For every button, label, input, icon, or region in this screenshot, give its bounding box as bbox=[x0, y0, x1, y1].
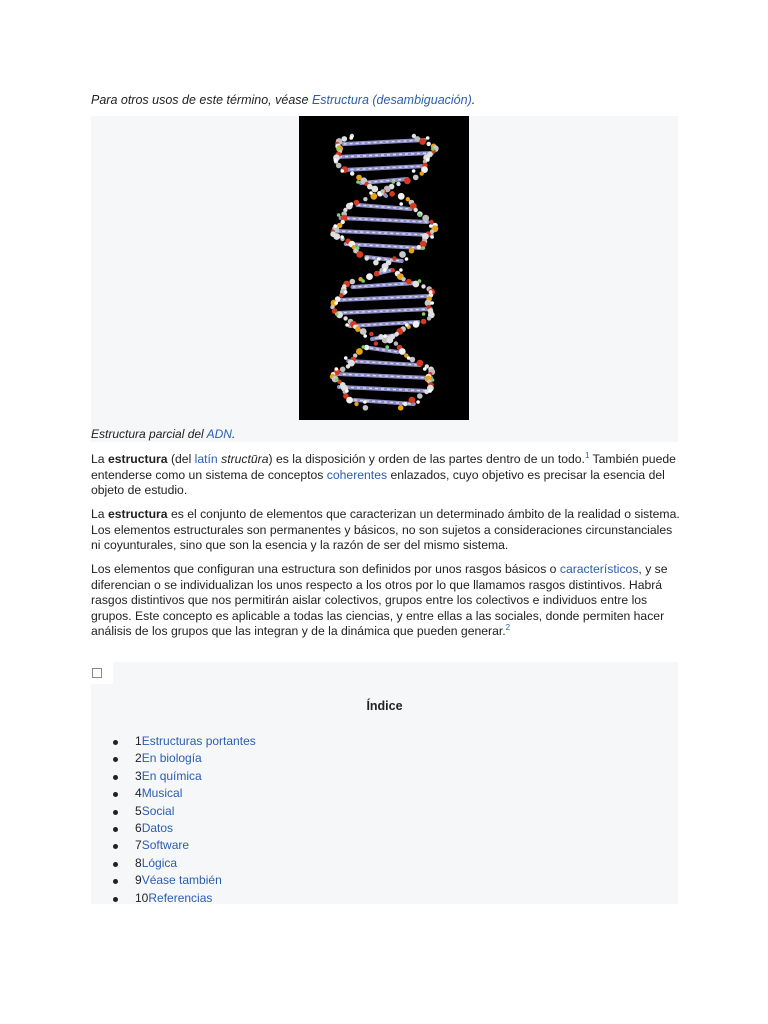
side-atom bbox=[405, 257, 409, 261]
atom bbox=[386, 337, 393, 344]
latin-link[interactable]: latín bbox=[194, 452, 218, 466]
paragraph-intro bbox=[91, 452, 681, 499]
side-atom bbox=[335, 367, 339, 371]
atom bbox=[424, 390, 428, 394]
toc-item-number: 9 bbox=[135, 873, 142, 888]
atom bbox=[354, 200, 360, 206]
text: También puede entenderse como un sistema de conceptos bbox=[91, 452, 676, 482]
atom bbox=[413, 175, 419, 181]
atom bbox=[333, 233, 340, 240]
side-atom bbox=[422, 246, 426, 250]
paragraph-definition bbox=[91, 507, 681, 554]
toc-item-number: 10 bbox=[135, 890, 149, 905]
atom bbox=[346, 364, 350, 368]
side-atom bbox=[429, 290, 433, 294]
coherentes-link[interactable]: coherentes bbox=[326, 467, 388, 482]
toc-toggle-area bbox=[91, 662, 113, 684]
atom bbox=[421, 284, 425, 288]
side-atom bbox=[423, 367, 427, 371]
atom bbox=[336, 163, 342, 169]
side-atom bbox=[431, 147, 435, 151]
table-of-contents bbox=[91, 662, 678, 904]
side-atom bbox=[418, 213, 422, 217]
reference-2[interactable]: 2 bbox=[505, 623, 511, 633]
toc-item-number: 4 bbox=[135, 786, 142, 801]
side-atom bbox=[341, 169, 345, 173]
hatnote-prefix: Para otros usos de este término, véase bbox=[91, 93, 312, 107]
toc-item bbox=[135, 837, 256, 854]
atom bbox=[401, 277, 405, 281]
side-atom bbox=[335, 312, 339, 316]
toc-item-number: 5 bbox=[135, 803, 142, 818]
toc-item bbox=[135, 890, 256, 907]
side-atom bbox=[383, 268, 387, 272]
atom bbox=[417, 393, 423, 399]
hatnote bbox=[91, 93, 475, 107]
atom bbox=[403, 402, 407, 406]
side-atom bbox=[337, 147, 341, 151]
side-atom bbox=[428, 389, 432, 393]
atom bbox=[410, 357, 416, 363]
side-atom bbox=[422, 312, 426, 316]
atom bbox=[415, 136, 421, 142]
caption-prefix: Estructura parcial del bbox=[91, 427, 207, 441]
atom bbox=[396, 182, 400, 186]
caption-suffix: . bbox=[231, 427, 236, 441]
toc-item-link[interactable]: Software bbox=[141, 838, 190, 853]
side-atom bbox=[431, 378, 435, 382]
reference-1[interactable]: 1 bbox=[584, 450, 590, 460]
side-atom bbox=[337, 213, 341, 217]
text: enlazados, cuyo objetivo es precisar la esencia del objeto de estudio. bbox=[91, 467, 665, 498]
atom bbox=[413, 321, 420, 328]
side-atom bbox=[340, 235, 344, 239]
toc-list bbox=[135, 733, 256, 907]
side-atom bbox=[334, 224, 338, 228]
latin-term: structūra bbox=[221, 452, 269, 466]
side-atom bbox=[426, 136, 430, 140]
atom bbox=[391, 268, 395, 272]
disambiguation-link[interactable]: Estructura (desambiguación) bbox=[311, 93, 472, 107]
dna-image[interactable] bbox=[299, 116, 469, 420]
atom bbox=[350, 279, 356, 285]
side-atom bbox=[334, 301, 338, 305]
atom bbox=[389, 191, 395, 197]
atom bbox=[380, 189, 384, 193]
text: , y se diferencian o se individualizan los unos respecto a los otros por lo que llamamos rasgos distintivos. Habrá rasgos distintivos que nos permitirán aislar colectivos, grupos entre los colectivos e individuos entre los grupos. Este concepto es aplicable a todas las ciencias, y entre ellas a las sociales, donde permiten hacer análisis de los grupos que las integran y de la dinámica que pueden generar. bbox=[91, 562, 668, 639]
toc-item bbox=[135, 733, 256, 750]
atom bbox=[427, 316, 431, 320]
toc-item-link[interactable]: En biología bbox=[141, 751, 202, 766]
toc-title: Índice bbox=[366, 699, 403, 713]
side-atom bbox=[416, 400, 420, 404]
atom bbox=[404, 177, 411, 184]
side-atom bbox=[361, 279, 365, 283]
side-atom bbox=[335, 378, 339, 382]
atom bbox=[346, 397, 353, 404]
toc-item-link[interactable]: Referencias bbox=[148, 890, 213, 905]
atom bbox=[409, 397, 416, 404]
side-atom bbox=[430, 301, 434, 305]
side-atom bbox=[345, 389, 349, 393]
side-atom bbox=[412, 169, 416, 173]
side-atom bbox=[334, 158, 338, 162]
atom bbox=[374, 271, 380, 277]
side-atom bbox=[383, 334, 387, 338]
side-atom bbox=[392, 180, 396, 184]
toc-item bbox=[135, 820, 256, 837]
side-atom bbox=[369, 191, 373, 195]
hatnote-suffix: . bbox=[471, 93, 476, 107]
text: ) es la disposición y orden de las partes dentro de un todo. bbox=[268, 452, 585, 466]
side-atom bbox=[385, 345, 389, 349]
atom bbox=[422, 215, 429, 222]
atom bbox=[350, 171, 354, 175]
atom bbox=[409, 248, 415, 254]
atom bbox=[360, 328, 367, 335]
atom bbox=[366, 273, 373, 280]
side-atom bbox=[405, 323, 409, 327]
toc-item bbox=[135, 872, 256, 889]
atom bbox=[340, 367, 346, 373]
side-atom bbox=[430, 235, 434, 239]
side-atom bbox=[350, 202, 354, 206]
text: es el conjunto de elementos que caracterizan un determinado ámbito de la realidad o sistema. Los elementos estructurales son permanentes y básicos, no son sujetos a consideraciones circunstanciales ni coyunturales, sino que son la esencia y la razón de ser del mismo sistema. bbox=[91, 507, 680, 553]
atom bbox=[371, 186, 378, 193]
toc-item-number: 2 bbox=[135, 751, 142, 766]
side-atom bbox=[345, 323, 349, 327]
atom bbox=[417, 245, 421, 249]
atom bbox=[420, 171, 424, 175]
toc-item-number: 7 bbox=[135, 838, 142, 853]
atom bbox=[369, 332, 373, 336]
side-atom bbox=[363, 400, 367, 404]
side-atom bbox=[407, 356, 411, 360]
toc-item bbox=[135, 768, 256, 785]
atom bbox=[394, 341, 398, 345]
toc-toggle-checkbox[interactable] bbox=[92, 668, 102, 678]
caracteristicos-link[interactable]: característicos bbox=[559, 562, 639, 576]
atom bbox=[378, 334, 384, 340]
toc-item-number: 6 bbox=[135, 820, 142, 835]
side-atom bbox=[399, 268, 403, 272]
toc-item-number: 3 bbox=[135, 768, 142, 783]
text: (del bbox=[167, 452, 195, 466]
toc-item bbox=[135, 750, 256, 767]
text: La bbox=[91, 452, 108, 466]
side-atom bbox=[399, 202, 403, 206]
atom bbox=[406, 279, 412, 285]
side-atom bbox=[344, 356, 348, 360]
text: Los elementos que configuran una estructura son definidos por unos rasgos básicos o bbox=[91, 562, 560, 576]
atom bbox=[392, 256, 396, 260]
atom bbox=[427, 142, 431, 146]
atom bbox=[421, 319, 427, 325]
toc-item-link[interactable]: Véase también bbox=[141, 873, 222, 888]
toc-item-number: 1 bbox=[135, 734, 142, 748]
atom bbox=[374, 341, 378, 345]
toc-item bbox=[135, 803, 256, 820]
atom bbox=[354, 402, 358, 406]
toc-item-link[interactable]: Musical bbox=[141, 786, 183, 801]
atom bbox=[414, 208, 418, 212]
toc-item bbox=[135, 785, 256, 802]
paragraph-elements bbox=[91, 562, 681, 640]
side-atom bbox=[362, 345, 366, 349]
atom bbox=[395, 332, 399, 336]
side-atom bbox=[429, 224, 433, 228]
atom bbox=[399, 251, 406, 258]
dna-helix-graphic bbox=[299, 116, 469, 420]
atom bbox=[363, 405, 369, 411]
atom bbox=[419, 138, 426, 145]
side-atom bbox=[377, 257, 381, 261]
atom bbox=[365, 256, 369, 260]
atom bbox=[417, 360, 424, 367]
side-atom bbox=[377, 191, 381, 195]
atom bbox=[356, 251, 363, 258]
term-bold: estructura bbox=[107, 452, 168, 466]
toc-item-link[interactable]: Estructuras portantes bbox=[141, 734, 256, 748]
atom bbox=[398, 405, 404, 411]
atom bbox=[398, 193, 405, 200]
side-atom bbox=[349, 136, 353, 140]
text: La bbox=[91, 507, 108, 521]
side-atom bbox=[418, 279, 422, 283]
toc-item bbox=[135, 855, 256, 872]
adn-link[interactable]: ADN bbox=[206, 427, 232, 441]
atom bbox=[373, 260, 379, 266]
toc-item-link[interactable]: Social bbox=[141, 803, 175, 818]
side-atom bbox=[356, 246, 360, 250]
toc-item-link[interactable]: En química bbox=[141, 768, 202, 783]
side-atom bbox=[363, 334, 367, 338]
figure-caption bbox=[91, 427, 235, 441]
side-atom bbox=[426, 158, 430, 162]
side-atom bbox=[344, 290, 348, 294]
toc-item-link[interactable]: Lógica bbox=[141, 855, 178, 870]
toc-item-number: 8 bbox=[135, 855, 142, 870]
atom bbox=[343, 316, 347, 320]
atom bbox=[339, 293, 343, 297]
atom bbox=[363, 197, 367, 201]
side-atom bbox=[356, 180, 360, 184]
figure-panel bbox=[91, 116, 678, 442]
toc-item-link[interactable]: Datos bbox=[141, 820, 174, 835]
atom bbox=[399, 348, 406, 355]
term-bold: estructura bbox=[107, 507, 168, 521]
atom bbox=[356, 348, 363, 355]
